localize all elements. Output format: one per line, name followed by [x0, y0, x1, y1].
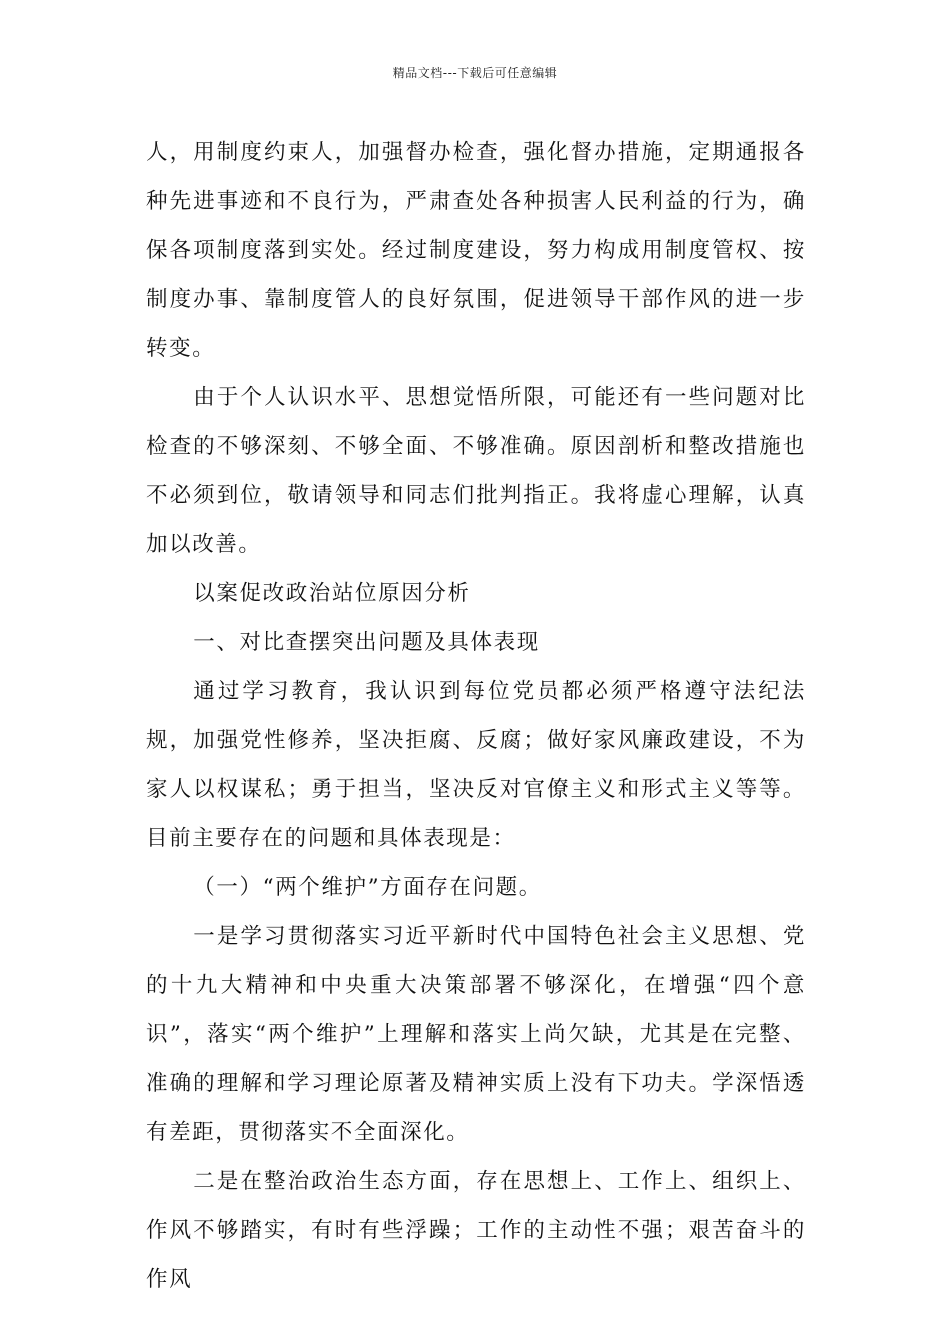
section-heading-1: 一、对比查摆突出问题及具体表现 [193, 630, 540, 655]
subsection-heading-1: （一）“两个维护”方面存在问题。 [193, 875, 542, 900]
section-title: 以案促改政治站位原因分析 [193, 581, 471, 606]
paragraph-point-1: 一是学习贯彻落实习近平新时代中国特色社会主义思想、党的十九大精神和中央重大决策部署不够深化，在增强“四个意识”，落实“两个维护”上理解和落实上尚欠缺，尤其是在完整、准确的理解和学习理论原著及精神实质上没有下功夫。学深悟透有差距，贯彻落实不全面深化。 [146, 924, 806, 1145]
document-body [146, 128, 806, 1304]
paragraph-intro: 通过学习教育，我认识到每位党员都必须严格遵守法纪法规，加强党性修养，坚决拒腐、反腐；做好家风廉政建设，不为家人以权谋私；勇于担当，坚决反对官僚主义和形式主义等等。目前主要存在的问题和具体表现是： [146, 679, 806, 851]
paragraph-continuation: 人，用制度约束人，加强督办检查，强化督办措施，定期通报各种先进事迹和不良行为，严肃查处各种损害人民利益的行为，确保各项制度落到实处。经过制度建设，努力构成用制度管权、按制度办事、靠制度管人的良好氛围，促进领导干部作风的进一步转变。 [146, 140, 806, 361]
paragraph-point-2: 二是在整治政治生态方面，存在思想上、工作上、组织上、作风不够踏实，有时有些浮躁；工作的主动性不强；艰苦奋斗的作风 [146, 1169, 806, 1292]
page-header: 精品文档---下载后可任意编辑 [392, 66, 558, 80]
paragraph-closing-remarks: 由于个人认识水平、思想觉悟所限，可能还有一些问题对比检查的不够深刻、不够全面、不够准确。原因剖析和整改措施也不必须到位，敬请领导和同志们批判指正。我将虚心理解，认真加以改善。 [146, 385, 806, 557]
